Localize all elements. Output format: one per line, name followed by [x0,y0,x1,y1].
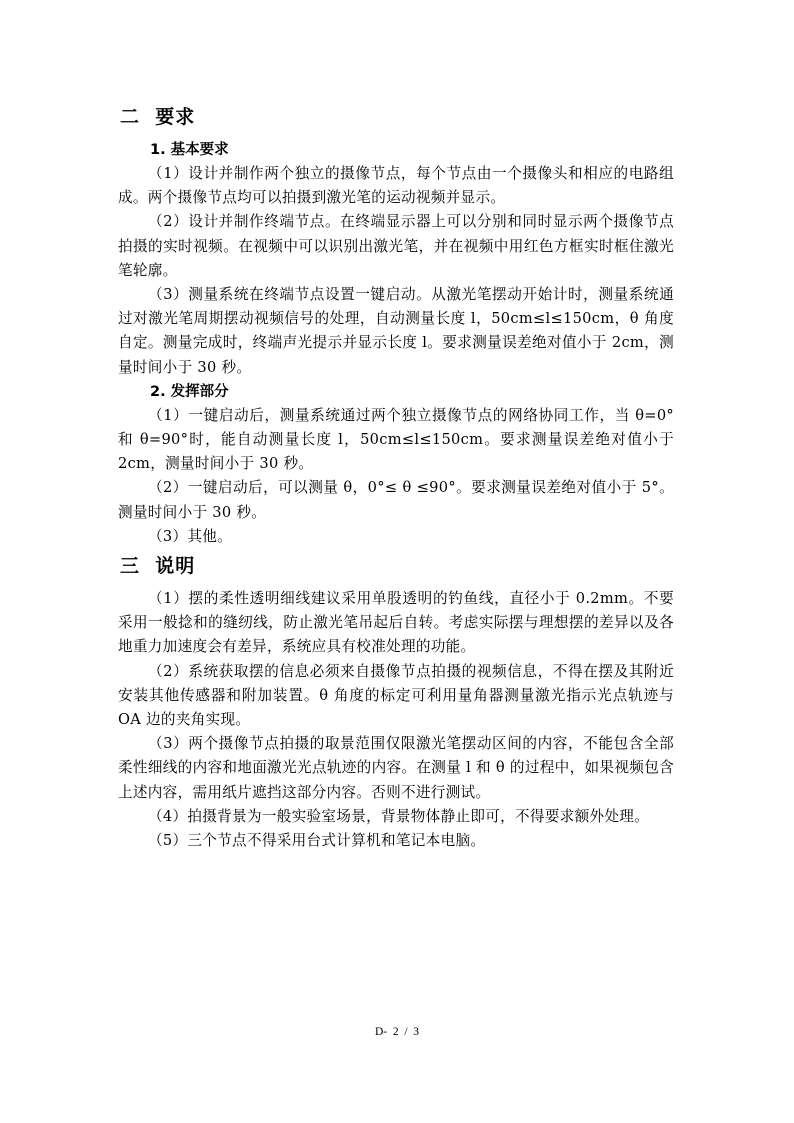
paragraph: （2）系统获取摆的信息必须来自摄像节点拍摄的视频信息，不得在摆及其附近安装其他传感器和附加装置。θ 角度的标定可利用量角器测量激光指示光点轨迹与 OA 边的夹角实现。 [118,662,674,729]
paragraph: （2）设计并制作终端节点。在终端显示器上可以分别和同时显示两个摄像节点拍摄的实时视频。在视频中可以识别出激光笔，并在视频中用红色方框实时框住激光笔轮廓。 [118,213,674,279]
paragraph: （1）设计并制作两个独立的摄像节点，每个节点由一个摄像头和相应的电路组成。两个摄像节点均可以拍摄到激光笔的运动视频并显示。 [118,165,674,207]
paragraph: （3）两个摄像节点拍摄的取景范围仅限激光笔摆动区间的内容，不能包含全部柔性细线的内容和地面激光光点轨迹的内容。在测量 l 和 θ 的过程中，如果视频包含上述内容，需用纸片遮挡这部分内容。否则不进行测试。 [118,735,674,801]
section-heading-requirements: 二 要求 [120,106,196,128]
paragraph: （2）一键启动后，可以测量 θ，0°≤ θ ≤90°。要求测量误差绝对值小于 5°。测量时间小于 30 秒。 [118,479,674,521]
page-number: D- 2 / 3 [374,1026,420,1038]
paragraph: （1）摆的柔性透明细线建议采用单股透明的钓鱼线，直径小于 0.2mm。不要采用一般捻和的缝纫线，防止激光笔吊起后自转。考虑实际摆与理想摆的差异以及各地重力加速度会有差异，系统应具有校准处理的功能。 [118,590,674,656]
paragraph: （1）一键启动后，测量系统通过两个独立摄像节点的网络协同工作，当 θ=0° 和 θ=90°时，能自动测量长度 l，50cm≤l≤150cm。要求测量误差绝对值小于 2cm，测量时间小于 30 秒。 [118,406,674,473]
paragraph: （3）其他。 [148,527,233,545]
paragraph: （5）三个节点不得采用台式计算机和笔记本电脑。 [148,832,486,850]
subsection-heading-basic: 1. 基本要求 [150,142,229,158]
section-heading-notes: 三 说明 [120,555,196,578]
paragraph: （4）拍摄背景为一般实验室场景，背景物体静止即可，不得要求额外处理。 [148,807,650,825]
document-page [118,104,674,853]
paragraph: （3）测量系统在终端节点设置一键启动。从激光笔摆动开始计时，测量系统通过对激光笔周期摆动视频信号的处理，自动测量长度 l，50cm≤l≤150cm，θ 角度自定。测量完成时，终端声光提示并显示长度 l。要求测量误差绝对值小于 2cm，测量时间小于 30 秒。 [118,286,674,376]
subsection-heading-extended: 2. 发挥部分 [150,383,229,400]
